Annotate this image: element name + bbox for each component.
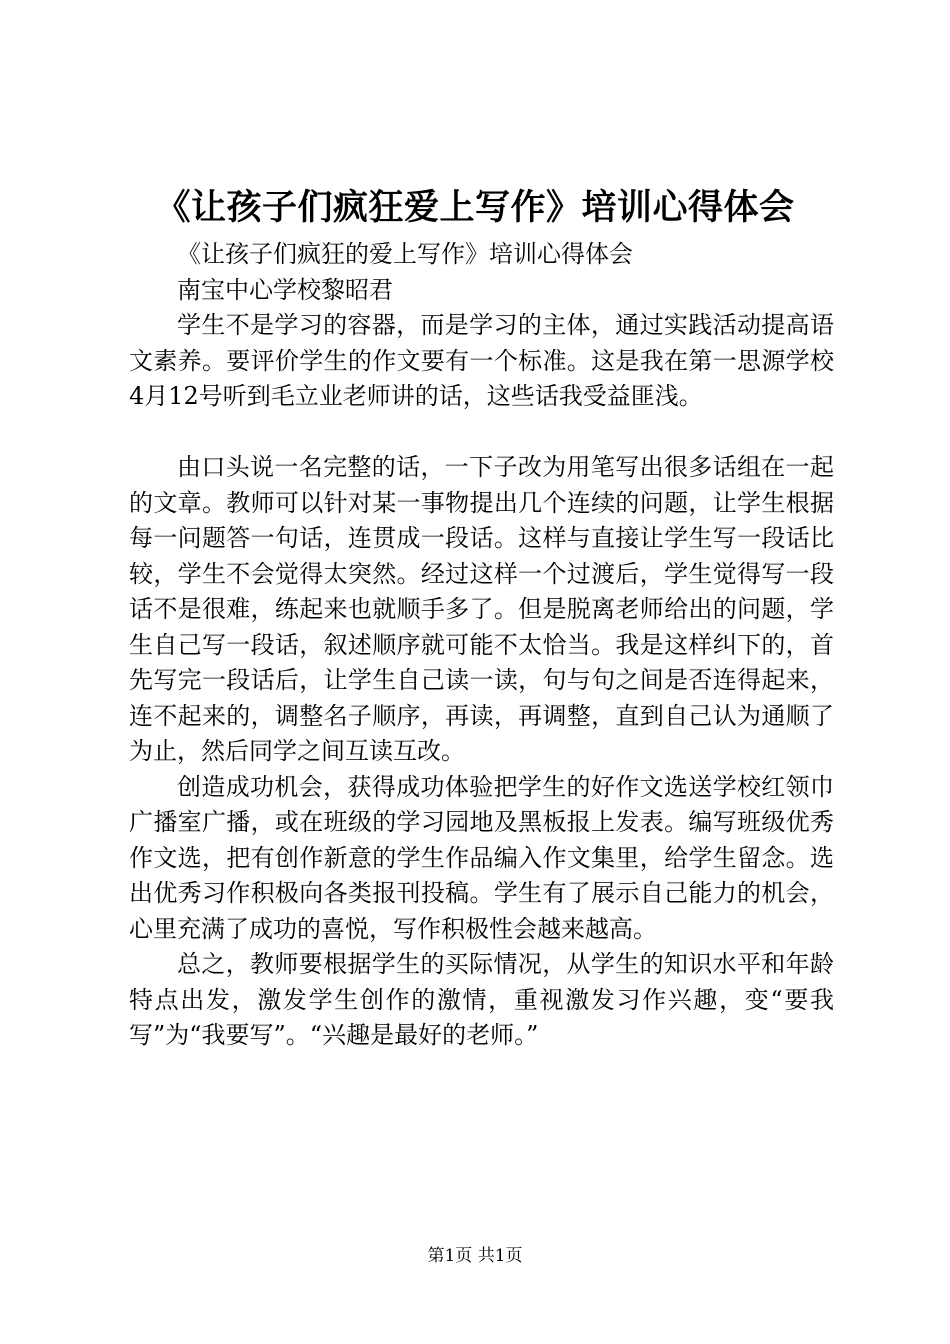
- subtitle-line: 《让孩子们疯狂的爱上写作》培训心得体会: [177, 240, 633, 268]
- paragraph-2: 由口头说一名完整的话，一下子改为用笔写出很多话组在一起的文章。教师可以针对某一事物提出几个连续的问题，让学生根据每一问题答一句话，连贯成一段话。这样与直接让学生写一段话比较，学生不会觉得太突然。经过这样一个过渡后，学生觉得写一段话不是很难，练起来也就顺手多了。但是脱离老师给出的问题，学生自己写一段话，叙述顺序就可能不太恰当。我是这样纠下的，首先写完一段话后，让学生自己读一读，句与句之间是否连得起来，连不起来的，调整名子顺序，再读，再调整，直到自己认为通顺了为止，然后同学之间互读互改。: [129, 453, 834, 765]
- page-footer: 第1页 共1页: [427, 1246, 523, 1266]
- author-line: 南宝中心学校黎昭君: [177, 275, 393, 304]
- paragraph-3: 创造成功机会，获得成功体验把学生的好作文选送学校红领巾广播室广播，或在班级的学习园地及黑板报上发表。编写班级优秀作文选，把有创作新意的学生作品编入作文集里，给学生留念。选出优秀习作积极向各类报刊投稿。学生有了展示自己能力的机会，心里充满了成功的喜悦，写作积极性会越来越高。: [129, 772, 834, 943]
- document-body: [129, 237, 834, 1054]
- paragraph-4: 总之，教师要根据学生的买际情况，从学生的知识水平和年龄特点出发，激发学生创作的激情，重视激发习作兴趣，变“要我写”为“我要写”。“兴趣是最好的老师。”: [129, 950, 834, 1049]
- paragraph-1: 学生不是学习的容器，而是学习的主体，通过实践活动提高语文素养。要评价学生的作文要有一个标准。这是我在第一思源学校4月12号听到毛立业老师讲的话，这些话我受益匪浅。: [129, 311, 834, 410]
- document-title: 《让孩子们疯狂爱上写作》培训心得体会: [155, 187, 795, 228]
